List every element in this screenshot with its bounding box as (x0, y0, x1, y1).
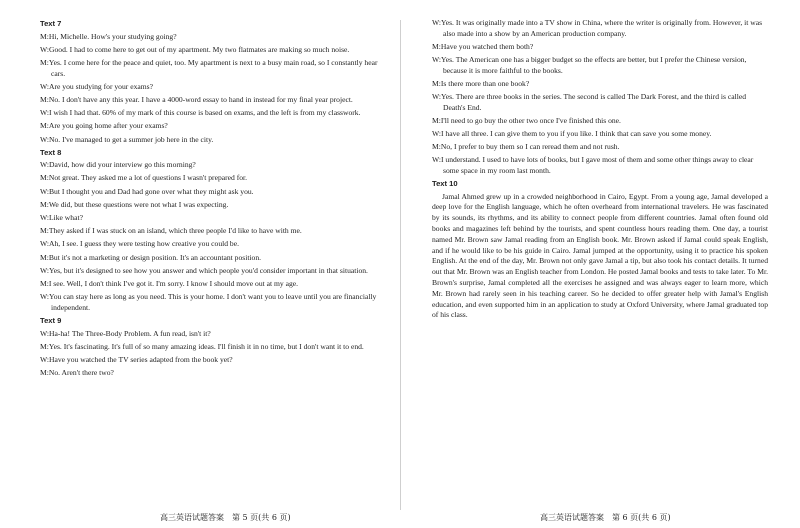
text9-heading: Text 9 (40, 315, 62, 325)
dialogue-line: M:Is there more than one book? (432, 78, 530, 88)
dialogue-line: M:Hi, Michelle. How's your studying going? (40, 31, 177, 41)
dialogue-line: M:Not great. They asked me a lot of questions I wasn't prepared for. (40, 173, 248, 183)
dialogue-line: M:No. I don't have any this year. I have a 4000-word essay to hand in instead for my final year project. (40, 94, 353, 104)
dialogue-line: W:David, how did your interview go this morning? (40, 160, 196, 170)
dialogue-line: W:Ha-ha! The Three-Body Problem. A fun read, isn't it? (40, 328, 211, 338)
text9-dialogue-continued (432, 18, 768, 176)
dialogue-line: W:Like what? (40, 213, 83, 223)
text9-dialogue (40, 329, 386, 379)
dialogue-line: M:They asked if I was stuck on an island, which three people I'd like to have with me. (40, 226, 302, 236)
dialogue-line: M:I'll need to go buy the other two once I've finished this one. (432, 115, 621, 125)
text10-heading: Text 10 (432, 179, 458, 189)
dialogue-line: W:I wish I had that. 60% of my mark of this course is based on exams, and the left is from my classwork. (40, 108, 361, 118)
dialogue-line: W:Are you studying for your exams? (40, 81, 153, 91)
dialogue-line: W:No. I've managed to get a summer job here in the city. (40, 134, 214, 144)
dialogue-line: M:No. Aren't there two? (40, 368, 114, 378)
dialogue-line: M:We did, but these questions were not what I was expecting. (40, 199, 229, 209)
dialogue-line: M:Yes. It's fascinating. It's full of so many amazing ideas. I'll finish it in no time, but I don't want it to end. (40, 341, 364, 351)
dialogue-line: W:Good. I had to come here to get out of my apartment. My two flatmates are making so much noise. (40, 44, 350, 54)
dialogue-line: W:Yes. It was originally made into a TV show in China, where the writer is originally from. However, it was also made into a show by an American production company. (432, 18, 763, 38)
dialogue-line: M:No, I prefer to buy them so I can reread them and not rush. (432, 142, 620, 152)
page-gutter-divider (400, 20, 401, 510)
text10-passage: Jamal Ahmed grew up in a crowded neighborhood in Cairo, Egypt. From a young age, Jamal developed a deep love for the English language, which he often overheard from international travelers. He was fascinated by its sounds, its rhythms, and its ability to connect people from different countries. Jamal often found old books and magazines left behind by the tourists, and spent countless hours reading them. One day, a tourist named Mr. Brown saw Jamal reading from an English book. Mr. Brown asked if Jamal could speak English, and if he would like to be his guide in Cairo. Jamal jumped at the opportunity, using it to practice his spoken English. At the end of the day, Mr. Brown not only gave Jamal a tip, but also took his contact details. It turned out that Mr. Brown was an English teacher from London. He posted Jamal books and tests to take later. To Mr. Brown's surprise, Jamal completed all the exercises he assigned and was always eager to learn more, which Mr. Brown had rarely seen in his teaching career. So he decided to offer greater help with Jamal's English education, and even supported him in an application to study at Oxford University, where Jamal graduated top of his class. (432, 191, 768, 320)
text8-dialogue (40, 160, 386, 313)
dialogue-line: M:Have you watched them both? (432, 41, 534, 51)
dialogue-line: M:But it's not a marketing or design position. It's an accountant position. (40, 252, 262, 262)
right-page (432, 18, 768, 321)
dialogue-line: W:Have you watched the TV series adapted from the book yet? (40, 354, 233, 364)
dialogue-line: M:Are you going home after your exams? (40, 121, 168, 131)
dialogue-line: M:Yes. I come here for the peace and quiet, too. My apartment is next to a busy main road, so I constantly hear cars. (40, 57, 378, 78)
text8-heading: Text 8 (40, 147, 62, 157)
text7-heading: Text 7 (40, 19, 62, 28)
dialogue-line: W:Yes. There are three books in the series. The second is called The Dark Forest, and the third is called Death's End. (432, 91, 746, 112)
dialogue-line: M:I see. Well, I don't think I've got it. I'm sorry. I know I should move out at my age. (40, 278, 299, 288)
dialogue-line: W:Yes. The American one has a bigger budget so the effects are better, but I prefer the Chinese version, because it is more faithful to the books. (432, 54, 747, 75)
text7-dialogue (40, 32, 386, 146)
dialogue-line: W:Ah, I see. I guess they were testing how creative you could be. (40, 239, 239, 249)
dialogue-line: W:I have all three. I can give them to you if you like. I think that can save you some money. (432, 128, 712, 138)
dialogue-line: W:I understand. I used to have lots of books, but I gave most of them and some other things away to clear some space in my room last month. (432, 155, 754, 175)
dialogue-line: W:But I thought you and Dad had gone over what they might ask you. (40, 186, 254, 196)
dialogue-line: W:You can stay here as long as you need. This is your home. I don't want you to leave until you are financially independent. (40, 292, 377, 312)
dialogue-line: W:Yes, but it's designed to see how you answer and which people you'd consider important in that situation. (40, 265, 368, 275)
page-footer-left: 高三英语试题答案 第 5 页(共 6 页) (160, 513, 291, 522)
left-page (40, 18, 386, 381)
page-footer-right: 高三英语试题答案 第 6 页(共 6 页) (540, 513, 671, 522)
